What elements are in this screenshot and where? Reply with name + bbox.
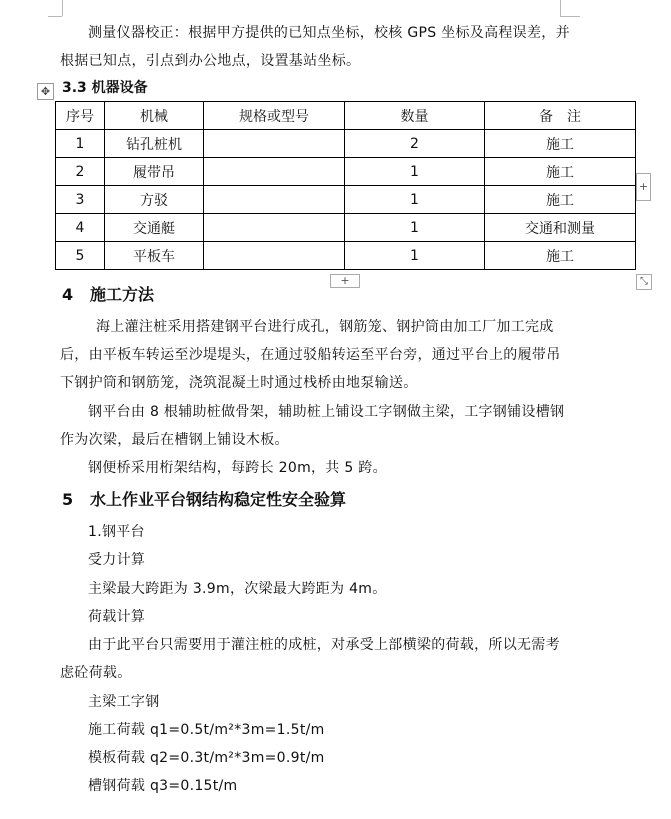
cell-spec[interactable] — [204, 158, 345, 186]
cell-index[interactable]: 2 — [56, 158, 105, 186]
cell-spec[interactable] — [204, 242, 345, 270]
col-header-remark: 备 注 — [485, 102, 636, 130]
cell-qty[interactable]: 1 — [345, 186, 485, 214]
table-row — [56, 242, 636, 270]
margin-mark-top-left-h — [48, 16, 62, 17]
cell-spec[interactable] — [204, 214, 345, 242]
table-row — [56, 186, 636, 214]
section-4-title: 施工方法 — [90, 285, 155, 304]
s4-para1-line1: 海上灌注桩采用搭建钢平台进行成孔，钢筋笼、钢护筒由加工厂加工完成 — [96, 319, 554, 335]
s4-para3: 钢便桥采用桁架结构，每跨长 20m，共 5 跨。 — [88, 460, 387, 476]
cell-machine[interactable]: 方驳 — [105, 186, 204, 214]
cell-machine[interactable]: 钻孔桩机 — [105, 130, 204, 158]
cell-remark[interactable]: 施工 — [485, 130, 636, 158]
col-header-index: 序号 — [56, 102, 105, 130]
cell-spec[interactable] — [204, 186, 345, 214]
s5-load-formwork: 模板荷载 q2=0.3t/m²*3m=0.9t/m — [88, 750, 325, 766]
s4-para1-line2: 后，由平板车转运至沙堤堤头，在通过驳船转运至平台旁，通过平台上的履带吊 — [60, 347, 561, 363]
col-header-qty: 数量 — [345, 102, 485, 130]
cell-index[interactable]: 4 — [56, 214, 105, 242]
cell-qty[interactable]: 1 — [345, 214, 485, 242]
cell-machine[interactable]: 平板车 — [105, 242, 204, 270]
table-resize-icon[interactable]: ⤡ — [636, 274, 652, 290]
cell-remark[interactable]: 交通和测量 — [485, 214, 636, 242]
col-header-spec: 规格或型号 — [204, 102, 345, 130]
s5-item-steel-platform: 1.钢平台 — [88, 524, 145, 540]
add-row-icon[interactable]: + — [330, 274, 360, 288]
cell-machine[interactable]: 交通艇 — [105, 214, 204, 242]
s5-load-channel: 槽钢荷载 q3=0.15t/m — [88, 778, 238, 794]
section-3-3-heading: 3.3 机器设备 — [62, 80, 148, 96]
s4-para2-line2: 作为次梁，最后在槽钢上铺设木板。 — [60, 432, 289, 448]
cell-remark[interactable]: 施工 — [485, 186, 636, 214]
cell-remark[interactable]: 施工 — [485, 158, 636, 186]
s4-para1-line3: 下钢护筒和钢筋笼，浇筑混凝土时通过栈桥由地泵输送。 — [60, 375, 418, 391]
add-column-icon[interactable]: + — [636, 173, 651, 201]
margin-mark-top-right-h — [560, 16, 580, 17]
s5-beam-title: 主梁工字钢 — [88, 694, 160, 710]
s5-item-force-calc: 受力计算 — [88, 552, 146, 568]
cell-index[interactable]: 1 — [56, 130, 105, 158]
margin-mark-top-right — [560, 0, 561, 16]
table-row — [56, 214, 636, 242]
section-5-title: 水上作业平台钢结构稳定性安全验算 — [90, 490, 347, 509]
cell-index[interactable]: 5 — [56, 242, 105, 270]
cell-spec[interactable] — [204, 130, 345, 158]
col-header-machine: 机械 — [105, 102, 204, 130]
cell-remark[interactable]: 施工 — [485, 242, 636, 270]
intro-line-1: 测量仪器校正：根据甲方提供的已知点坐标，校核 GPS 坐标及高程误差，并 — [88, 25, 570, 41]
section-5-heading — [62, 487, 346, 510]
section-4-number: 4 — [62, 285, 74, 304]
cell-machine[interactable]: 履带吊 — [105, 158, 204, 186]
section-4-heading — [62, 282, 154, 305]
cell-qty[interactable]: 2 — [345, 130, 485, 158]
margin-mark-top-left — [62, 0, 63, 16]
s5-load-construction: 施工荷载 q1=0.5t/m²*3m=1.5t/m — [88, 722, 325, 738]
equipment-table — [55, 101, 636, 270]
cell-qty[interactable]: 1 — [345, 242, 485, 270]
cell-index[interactable]: 3 — [56, 186, 105, 214]
section-5-number: 5 — [62, 490, 74, 509]
s5-item-span: 主梁最大跨距为 3.9m，次梁最大跨距为 4m。 — [88, 581, 387, 597]
s5-para-line2: 虑砼荷载。 — [60, 665, 132, 681]
table-row — [56, 158, 636, 186]
table-move-icon[interactable]: ✥ — [37, 83, 54, 100]
table-header-row — [56, 102, 636, 130]
s5-para-line1: 由于此平台只需要用于灌注桩的成桩，对承受上部横梁的荷载，所以无需考 — [88, 637, 560, 653]
table-row — [56, 130, 636, 158]
cell-qty[interactable]: 1 — [345, 158, 485, 186]
s4-para2-line1: 钢平台由 8 根辅助桩做骨架，辅助桩上铺设工字钢做主梁，工字钢铺设槽钢 — [88, 404, 565, 420]
s5-item-load-calc: 荷载计算 — [88, 609, 146, 625]
intro-line-2: 根据已知点，引点到办公地点，设置基站坐标。 — [60, 53, 361, 69]
